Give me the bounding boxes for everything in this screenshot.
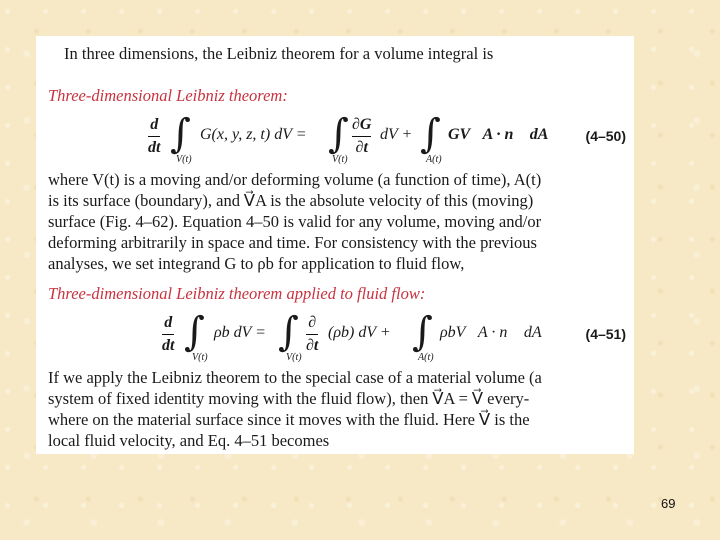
integral-sign: ∫ — [184, 309, 205, 355]
integral-sign: ∫ — [170, 111, 191, 157]
intro-text: In three dimensions, the Leibniz theorem for a volume integral is — [64, 44, 494, 63]
heading-leibniz-3d: Three-dimensional Leibniz theorem: — [48, 86, 288, 105]
para2-line: where on the material surface since it moves with the fluid. Here V⃗ is the — [48, 410, 530, 429]
integral-sign: ∫ — [420, 111, 441, 157]
para1-line: deforming arbitrarily in space and time. For consistency with the previous — [48, 233, 537, 252]
eq1-int1-lower: V(t) — [176, 154, 192, 165]
para1-line: surface (Fig. 4–62). Equation 4–50 is valid for any volume, moving and/or — [48, 212, 542, 231]
para1-line: is its surface (boundary), and V⃗A is the absolute velocity of this (moving) — [48, 191, 534, 210]
eq1-lhs-derivative: d dt — [148, 116, 161, 156]
para2-line: If we apply the Leibniz theorem to the special case of a material volume (a — [48, 368, 542, 387]
eq1-int2-lower: V(t) — [332, 154, 348, 165]
eq2-int3-lower: A(t) — [418, 352, 434, 363]
eq1-int3-lower: A(t) — [426, 154, 442, 165]
equation-4-51 — [36, 310, 634, 364]
equation-number: (4–51) — [585, 326, 626, 342]
eq1-int1-body: G(x, y, z, t) dV = — [200, 126, 307, 143]
eq2-partial-derivative: ∂ ∂t — [306, 314, 319, 354]
para1-line: where V(t) is a moving and/or deforming volume (a function of time), A(t) — [48, 170, 542, 189]
integral-sign: ∫ — [278, 309, 299, 355]
para2-line: local fluid velocity, and Eq. 4–51 becomes — [48, 431, 330, 450]
eq2-lhs-derivative: d dt — [162, 314, 175, 354]
eq2-int3-body: ρbV⃗A · n⃗ dA — [440, 324, 542, 341]
equation-4-50 — [36, 112, 634, 166]
eq1-int2-body: dV + — [380, 126, 413, 143]
eq2-int1-lower: V(t) — [192, 352, 208, 363]
para1-line: analyses, we set integrand G to ρb for application to fluid flow, — [48, 254, 465, 273]
eq1-int3-body: GV⃗A · n⃗ dA — [448, 126, 549, 143]
para2-line: system of fixed identity moving with the fluid flow), then V⃗A = V⃗ every- — [48, 389, 530, 408]
eq2-int2-body: (ρb) dV + — [328, 324, 391, 341]
textbook-excerpt — [36, 36, 634, 454]
eq2-int1-body: ρb dV = — [214, 324, 266, 341]
slide-page-number: 69 — [661, 496, 676, 511]
integral-sign: ∫ — [328, 111, 349, 157]
heading-leibniz-fluid: Three-dimensional Leibniz theorem applied to fluid flow: — [48, 284, 426, 303]
equation-number: (4–50) — [585, 128, 626, 144]
integral-sign: ∫ — [412, 309, 433, 355]
eq1-partial-derivative: ∂G ∂t — [352, 116, 372, 156]
eq2-int2-lower: V(t) — [286, 352, 302, 363]
